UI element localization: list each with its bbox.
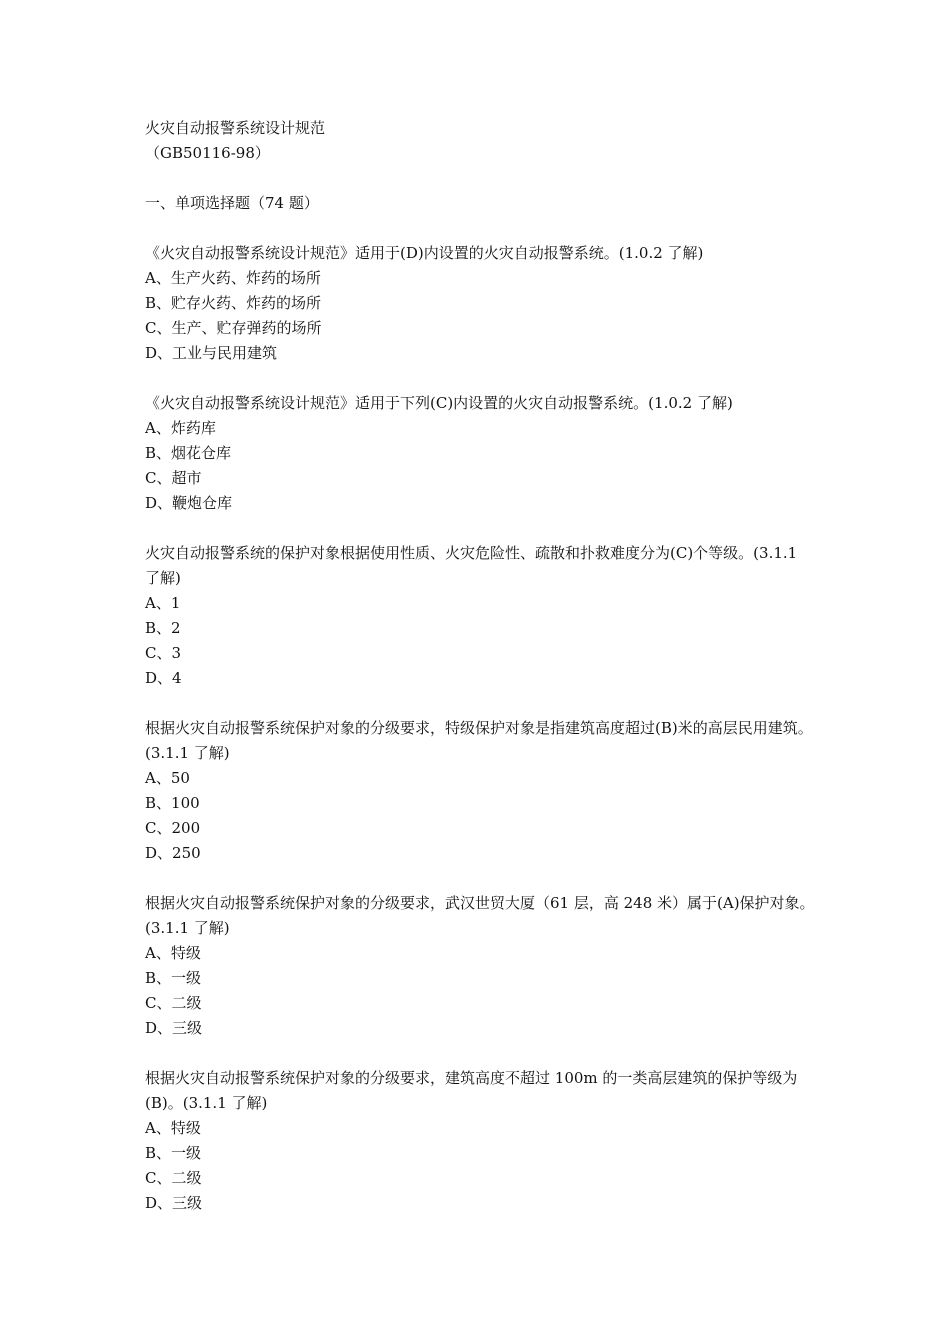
question-text: 根据火灾自动报警系统保护对象的分级要求，特级保护对象是指建筑高度超过(B)米的高层民用建筑。(3.1.1 了解) (145, 719, 813, 762)
question-text: 根据火灾自动报警系统保护对象的分级要求，建筑高度不超过 100m 的一类高层建筑的保护等级为(B)。(3.1.1 了解) (145, 1069, 798, 1112)
option-d: D、三级 (145, 1194, 203, 1212)
question-text: 《火灾自动报警系统设计规范》适用于(D)内设置的火灾自动报警系统。(1.0.2 了解) (145, 244, 704, 262)
spacer (145, 691, 815, 716)
question-block-3 (145, 541, 815, 691)
option-a: A、特级 (145, 944, 201, 962)
document-code: （GB50116-98） (145, 144, 270, 162)
option-b: B、一级 (145, 969, 202, 987)
question-block-1 (145, 241, 815, 366)
option-b: B、一级 (145, 1144, 202, 1162)
spacer (145, 1041, 815, 1066)
spacer (145, 516, 815, 541)
option-b: B、100 (145, 794, 200, 812)
question-block-2 (145, 391, 815, 516)
option-a: A、炸药库 (145, 419, 216, 437)
spacer (145, 216, 815, 241)
section-heading: 一、单项选择题（74 题） (145, 194, 319, 212)
option-a: A、1 (145, 594, 181, 612)
option-c: C、二级 (145, 1169, 202, 1187)
question-text: 根据火灾自动报警系统保护对象的分级要求，武汉世贸大厦（61 层，高 248 米）属于(A)保护对象。(3.1.1 了解) (145, 894, 815, 937)
option-a: A、生产火药、炸药的场所 (145, 269, 321, 287)
question-block-6 (145, 1066, 815, 1216)
document-page (145, 116, 815, 1216)
option-d: D、三级 (145, 1019, 203, 1037)
option-d: D、250 (145, 844, 201, 862)
option-a: A、50 (145, 769, 190, 787)
spacer (145, 866, 815, 891)
option-c: C、3 (145, 644, 182, 662)
option-b: B、2 (145, 619, 181, 637)
question-text: 《火灾自动报警系统设计规范》适用于下列(C)内设置的火灾自动报警系统。(1.0.2 了解) (145, 394, 733, 412)
question-block-4 (145, 716, 815, 866)
option-d: D、工业与民用建筑 (145, 344, 278, 362)
option-b: B、烟花仓库 (145, 444, 232, 462)
spacer (145, 166, 815, 191)
option-c: C、生产、贮存弹药的场所 (145, 319, 322, 337)
option-c: C、超市 (145, 469, 202, 487)
option-c: C、200 (145, 819, 201, 837)
spacer (145, 366, 815, 391)
option-a: A、特级 (145, 1119, 201, 1137)
option-b: B、贮存火药、炸药的场所 (145, 294, 322, 312)
option-d: D、鞭炮仓库 (145, 494, 233, 512)
option-d: D、4 (145, 669, 182, 687)
question-text: 火灾自动报警系统的保护对象根据使用性质、火灾危险性、疏散和扑救难度分为(C)个等级。(3.1.1 了解) (145, 544, 802, 587)
question-block-5 (145, 891, 815, 1041)
document-title: 火灾自动报警系统设计规范 (145, 119, 326, 137)
option-c: C、二级 (145, 994, 202, 1012)
